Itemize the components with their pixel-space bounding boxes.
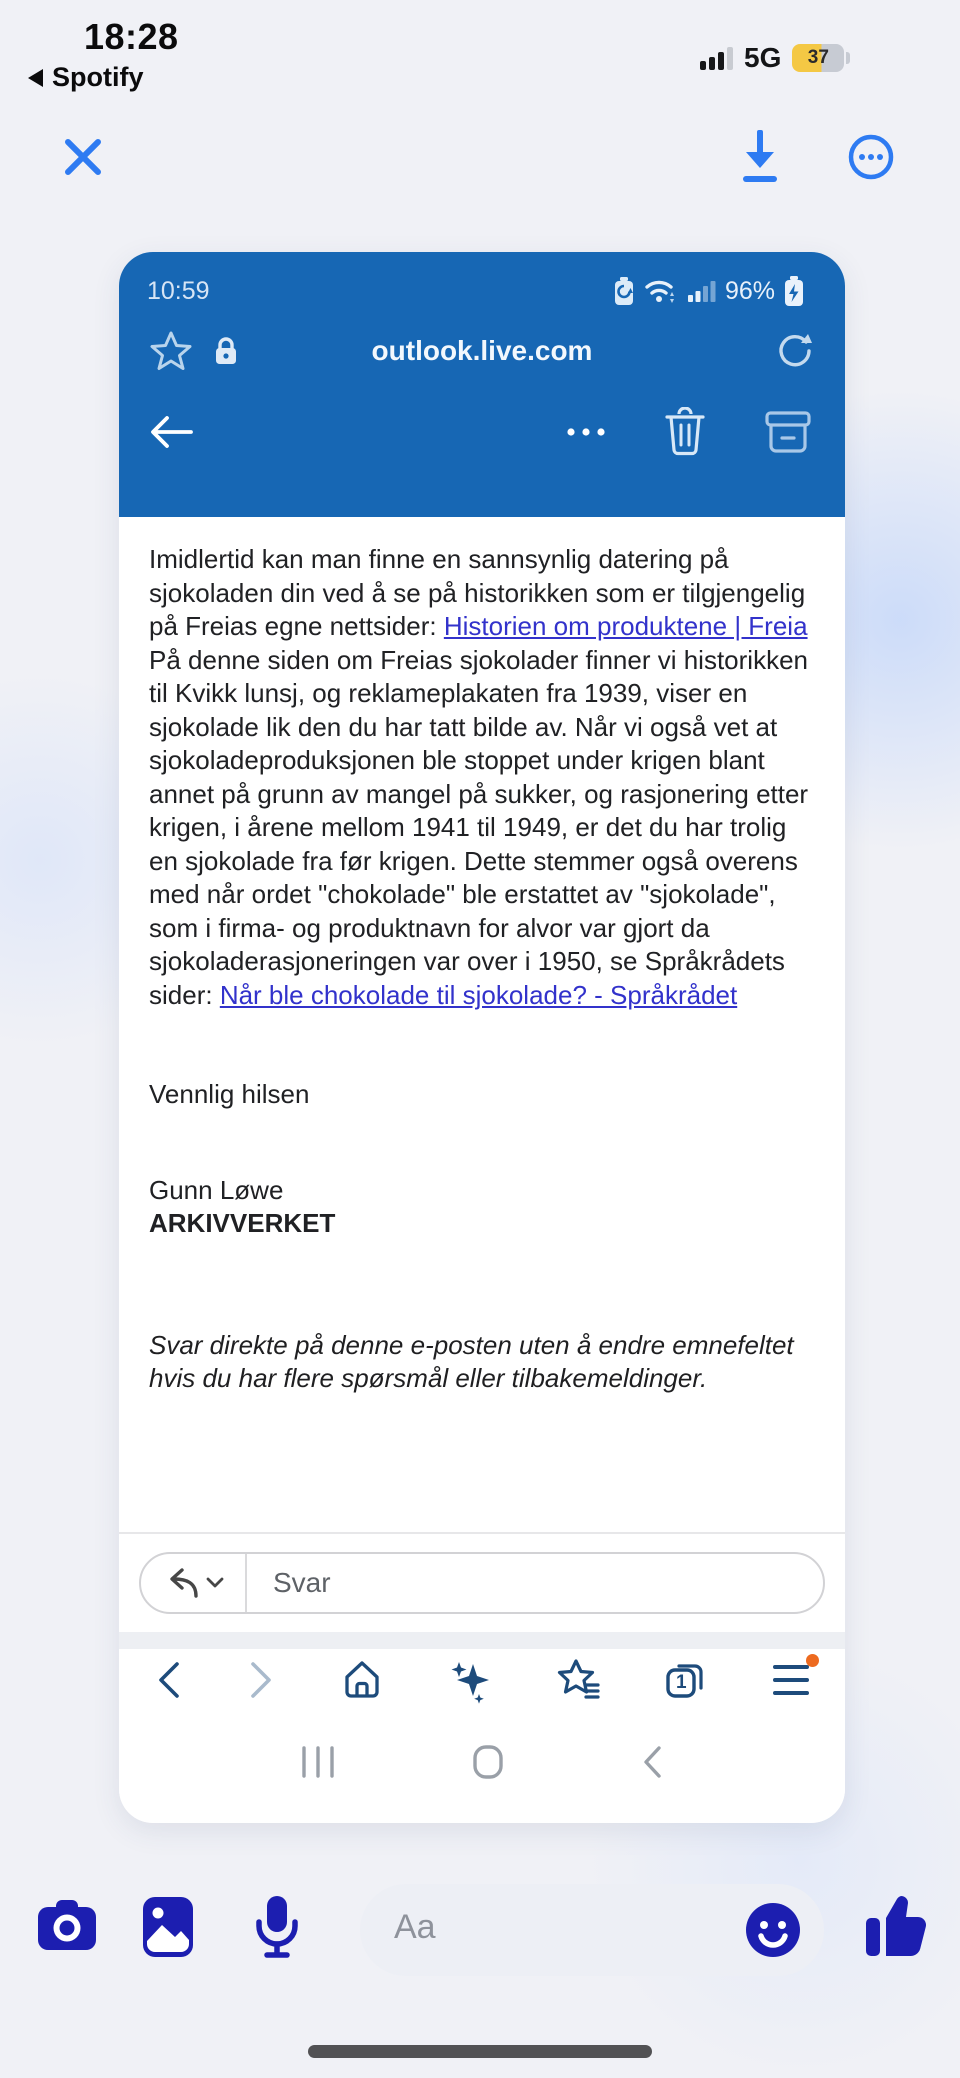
ellipsis-icon — [565, 426, 607, 438]
reply-icon — [163, 1566, 199, 1600]
gallery-icon — [142, 1896, 194, 1958]
email-sender-org: ARKIVVERKET — [149, 1208, 336, 1238]
copilot-sparkle-icon — [448, 1656, 492, 1704]
email-paragraph — [149, 543, 817, 644]
favorites-button[interactable] — [556, 1658, 602, 1702]
mail-more-button[interactable] — [565, 426, 607, 438]
close-button[interactable] — [60, 134, 106, 180]
download-icon — [736, 126, 784, 188]
browser-back-button[interactable] — [153, 1659, 183, 1701]
archive-icon — [763, 408, 813, 456]
mail-toolbar — [119, 392, 845, 477]
camera-button[interactable] — [36, 1900, 98, 1950]
mic-icon — [254, 1894, 300, 1960]
browser-home-button[interactable] — [340, 1658, 384, 1702]
like-button[interactable] — [864, 1894, 928, 1960]
ios-status-time: 18:28 — [84, 16, 179, 57]
archive-button[interactable] — [763, 408, 813, 456]
android-signal-icon — [687, 277, 717, 305]
android-home-button[interactable] — [472, 1744, 504, 1780]
menu-icon — [771, 1662, 811, 1698]
chevron-down-icon — [206, 1577, 224, 1589]
smiley-icon — [744, 1901, 802, 1959]
home-pill-icon — [472, 1744, 504, 1780]
link-freia-historien[interactable]: Historien om produktene | Freia — [443, 611, 808, 641]
home-icon — [340, 1658, 384, 1702]
email-sender-name: Gunn Løwe — [149, 1174, 284, 1205]
browser-header — [119, 252, 845, 517]
back-triangle-icon — [28, 69, 43, 87]
email-paragraph — [149, 644, 817, 1013]
more-options-button[interactable] — [847, 133, 895, 181]
reply-bar — [119, 1532, 845, 1632]
android-status-bar — [119, 252, 845, 310]
android-nav-bar — [119, 1711, 845, 1822]
refresh-icon — [775, 331, 815, 371]
mic-button[interactable] — [254, 1894, 300, 1960]
email-text: På denne siden om Freias sjokolader finner vi historikken til Kvikk lunsj, og reklameplakaten fra 1939, viser en sjokolade lik den du har tatt bilde av. Når vi også vet at sjokoladeproduksjonen ble stoppet under krigen blant annet på grunn av mangel på sukker, og rasjonering etter krigen, i årene mellom 1941 til 1949, er det du har trolig en sjokolade fra før krigen. Dette stemmer også overens med når ordet "chokolade" ble erstattet av "sjokolade", som i firma- og produktnavn for alvor var gjort da sjokoladerasjoneringen var over i 1950, se Språkrådets sider: — [149, 644, 809, 1010]
back-chevron-icon — [153, 1659, 183, 1701]
email-auto-note: Svar direkte på denne e-posten uten å endre emnefeltet hvis du har flere spørsmål eller tilbakemeldinger. — [149, 1329, 794, 1393]
tab-count-label: 1 — [675, 1672, 687, 1693]
link-sprakradet[interactable]: Når ble chokolade til sjokolade? - Språkrådet — [219, 979, 738, 1010]
charging-battery-icon — [783, 275, 805, 307]
battery-level-label: 37 — [807, 47, 829, 68]
messenger-composer — [0, 1884, 960, 1976]
emoji-button[interactable] — [744, 1901, 802, 1959]
back-chevron-icon — [640, 1744, 664, 1780]
close-icon — [60, 134, 106, 180]
home-indicator[interactable] — [308, 2045, 652, 2058]
forward-chevron-icon — [247, 1659, 277, 1701]
browser-forward-button[interactable] — [247, 1659, 277, 1701]
network-type-label: 5G — [744, 42, 782, 73]
thumbs-up-icon — [864, 1894, 928, 1960]
back-arrow-icon — [147, 411, 197, 453]
copilot-button[interactable] — [448, 1656, 492, 1704]
more-icon — [847, 133, 895, 181]
delete-button[interactable] — [663, 407, 707, 457]
message-placeholder: Aa — [394, 1908, 436, 1946]
camera-icon — [36, 1900, 98, 1950]
battery-saver-icon — [613, 276, 635, 306]
download-button[interactable] — [736, 126, 784, 188]
gallery-button[interactable] — [142, 1896, 194, 1958]
android-back-button[interactable] — [640, 1744, 664, 1780]
battery-indicator — [792, 44, 844, 72]
ios-status-right — [700, 42, 844, 74]
reply-input[interactable] — [139, 1552, 825, 1614]
android-battery-label: 96% — [724, 276, 775, 305]
shared-screenshot-image[interactable] — [119, 252, 845, 1823]
trash-icon — [663, 407, 707, 457]
favorites-star-icon — [556, 1658, 602, 1702]
section-gap — [119, 1632, 845, 1649]
url-label: outlook.live.com — [371, 335, 593, 366]
refresh-button[interactable] — [775, 331, 815, 371]
recents-icon — [300, 1745, 336, 1779]
browser-bottom-nav — [119, 1649, 845, 1711]
menu-notification-dot — [806, 1654, 819, 1667]
wifi-icon — [643, 276, 679, 306]
email-text: Imidlertid kan man finne en sannsynlig datering på sjokoladen din ved å se på historikken som er tilgjengelig på Freias egne nettsider: — [149, 544, 806, 641]
cellular-signal-icon — [700, 46, 733, 70]
email-body — [119, 517, 845, 1532]
back-to-app-button[interactable] — [28, 62, 144, 93]
message-input[interactable] — [360, 1884, 824, 1976]
android-status-time: 10:59 — [147, 276, 210, 305]
browser-menu-button[interactable] — [771, 1662, 811, 1698]
address-bar[interactable] — [119, 310, 845, 392]
recents-button[interactable] — [300, 1745, 336, 1779]
email-closing: Vennlig hilsen — [149, 1079, 310, 1109]
reply-placeholder: Svar — [273, 1567, 331, 1598]
reply-mode-button[interactable] — [141, 1566, 245, 1600]
back-app-label: Spotify — [52, 62, 144, 92]
tabs-button[interactable] — [665, 1659, 707, 1701]
mail-back-button[interactable] — [147, 411, 197, 453]
